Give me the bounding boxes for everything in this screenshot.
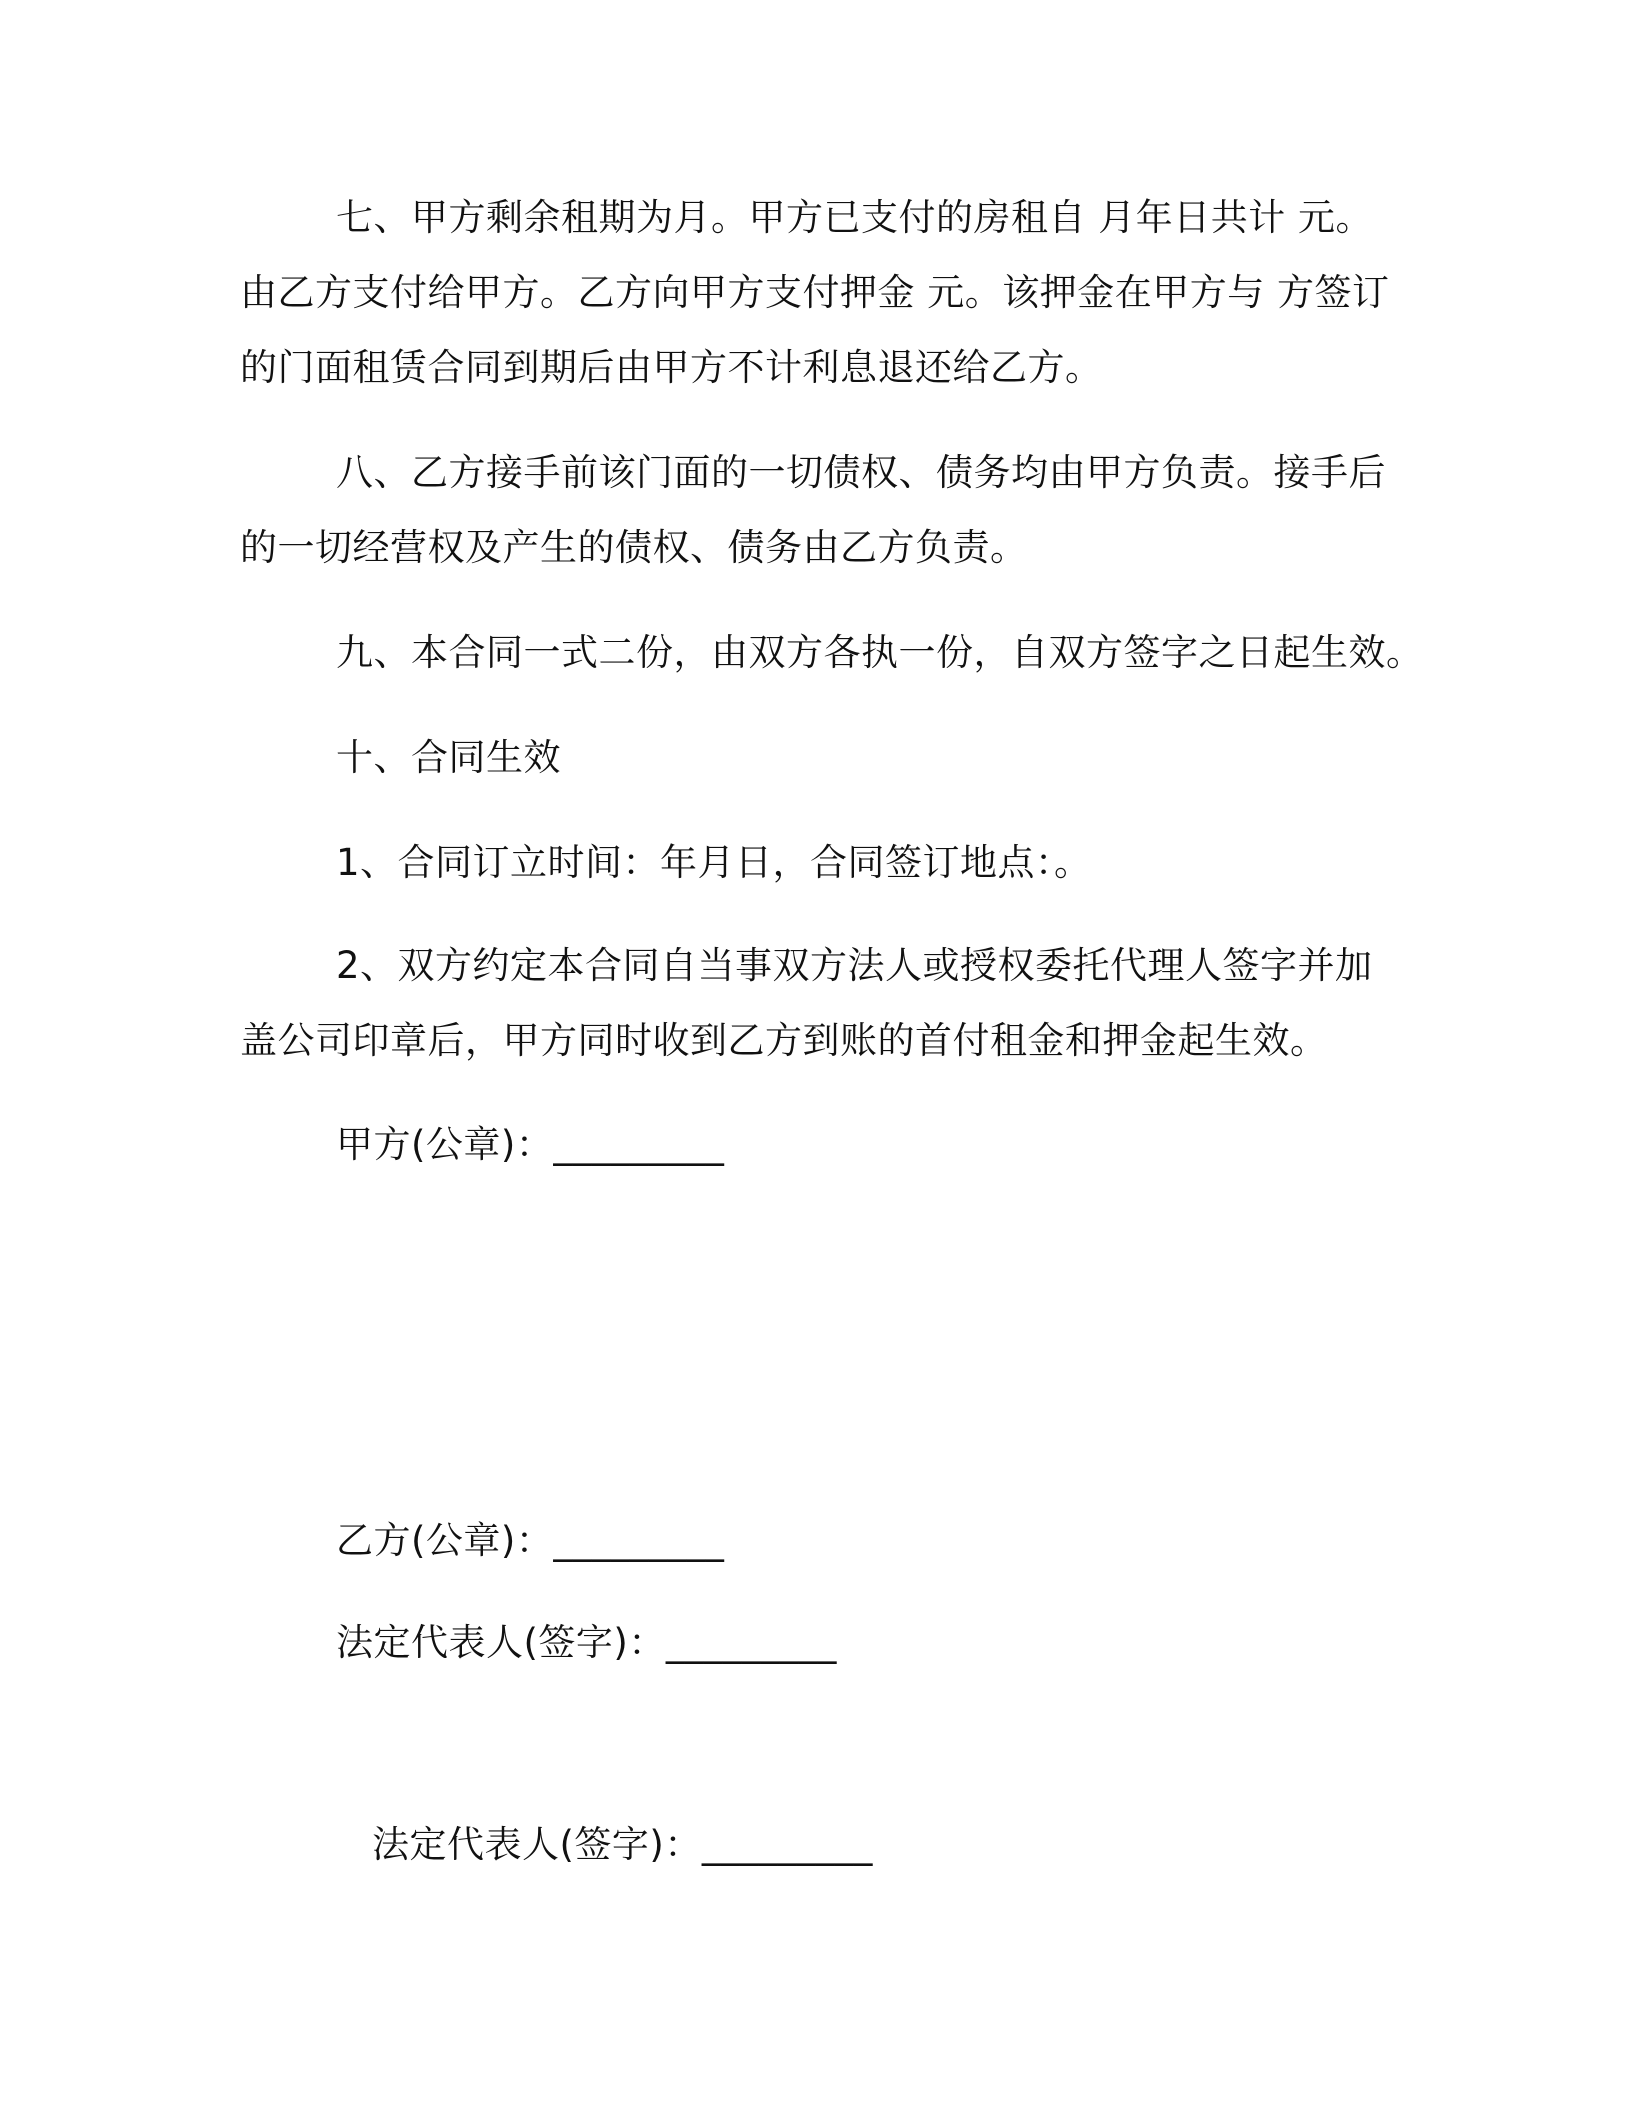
clause-seven-line-3: 的门面租赁合同到期后由甲方不计利息退还给乙方。 <box>240 346 1103 389</box>
clause-seven-line-2: 由乙方支付给甲方。乙方向甲方支付押金 元。该押金在甲方与 方签订 <box>240 271 1390 314</box>
clause-ten-heading: 十、合同生效 <box>336 736 561 779</box>
party-b-seal-line: 乙方(公章)：_________ <box>336 1519 725 1562</box>
clause-ten-item-1: 1、合同订立时间：年月日，合同签订地点：。 <box>336 841 1092 884</box>
legal-rep-signature-line-1: 法定代表人(签字)：_________ <box>336 1621 837 1664</box>
clause-ten-item-2-line-2: 盖公司印章后，甲方同时收到乙方到账的首付租金和押金起生效。 <box>240 1019 1328 1062</box>
clause-ten-item-2-line-1: 2、双方约定本合同自当事双方法人或授权委托代理人签字并加 <box>336 944 1373 987</box>
clause-eight-line-1: 八、乙方接手前该门面的一切债权、债务均由甲方负责。接手后 <box>336 451 1386 494</box>
clause-eight-line-2: 的一切经营权及产生的债权、债务由乙方负责。 <box>240 526 1028 569</box>
party-a-seal-line: 甲方(公章)：_________ <box>336 1123 725 1166</box>
legal-rep-signature-line-2: 法定代表人(签字)：_________ <box>372 1823 873 1866</box>
clause-nine: 九、本合同一式二份，由双方各执一份，自双方签字之日起生效。 <box>336 631 1424 674</box>
clause-seven-line-1: 七、甲方剩余租期为月。甲方已支付的房租自 月年日共计 元。 <box>336 196 1374 239</box>
